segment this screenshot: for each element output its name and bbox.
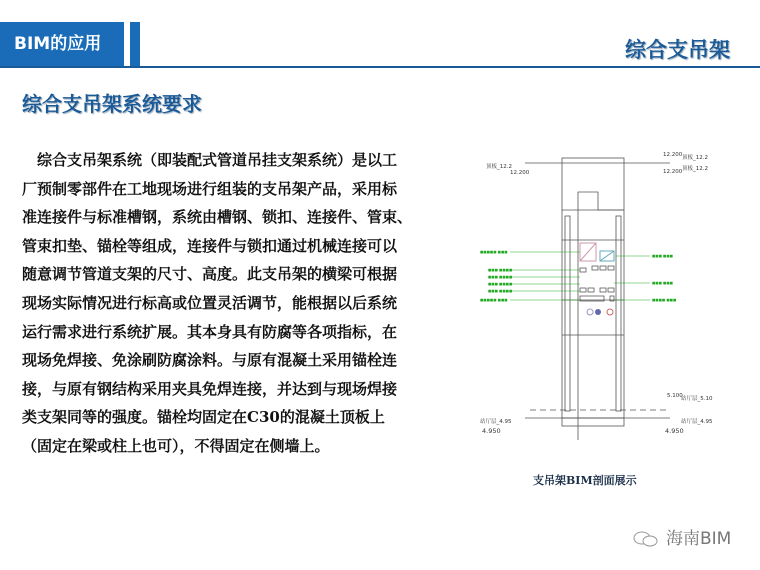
label-top-right-2: 顶板_12.2 — [682, 166, 708, 172]
watermark — [632, 524, 731, 549]
body-line: 管束扣垫、锚栓等组成，连接件与锁扣通过机械连接可以 — [22, 236, 398, 255]
section-tag: BIM的应用 — [0, 22, 124, 66]
section-subtitle: 综合支吊架系统要求 — [22, 92, 202, 116]
elev-top-right: 12.200 — [663, 152, 683, 158]
svg-text:■■■ ■■■: ■■■ ■■■ — [652, 254, 673, 258]
body-text — [22, 146, 462, 461]
tag-accent-bar — [130, 22, 140, 66]
svg-text:■■■ ■■■■: ■■■ ■■■■ — [488, 282, 513, 286]
svg-text:■■■ ■■■■: ■■■ ■■■■ — [488, 275, 513, 279]
body-line: 接，与原有钢结构采用夹具免焊连接，并达到与现场焊接 — [22, 379, 398, 398]
label-bottom-right-2: 站厅层_4.95 — [681, 419, 713, 425]
elev-bottom-left: 4.950 — [482, 427, 501, 435]
drawing-caption: 支吊架BIM剖面展示 — [533, 474, 637, 487]
header-divider — [0, 66, 760, 68]
body-line: 随意调节管道支架的尺寸、高度。此支吊架的横梁可根据 — [22, 265, 398, 284]
svg-text:■■■■■ ■■■: ■■■■■ ■■■ — [480, 250, 508, 254]
section-drawing — [470, 140, 730, 450]
svg-text:■■■■■ ■■■: ■■■■■ ■■■ — [480, 298, 508, 302]
svg-text:■■■ ■■■■: ■■■ ■■■■ — [488, 289, 513, 293]
elev-bottom-right: 5.100 — [667, 393, 683, 399]
watermark-text: 海南BIM — [666, 529, 732, 549]
header-title: 综合支吊架 — [625, 38, 730, 62]
svg-text:■■■ ■■■: ■■■ ■■■ — [652, 281, 673, 285]
body-line: 运行需求进行系统扩展。其本身具有防腐等各项指标，在 — [22, 322, 398, 341]
body-line: 现场免焊接、免涂刷防腐涂料。与原有混凝土采用锚栓连 — [22, 351, 398, 370]
svg-text:■■■■ ■■■: ■■■■ ■■■ — [652, 298, 677, 302]
body-line: 厂预制零部件在工地现场进行组装的支吊架产品，采用标 — [22, 179, 398, 198]
label-top-right: 顶板_12.2 — [682, 155, 708, 161]
label-bottom-right: 站厅层_5.10 — [681, 396, 713, 402]
wechat-icon — [632, 529, 660, 549]
elev-top-left: 12.200 — [510, 170, 530, 176]
body-line: （固定在梁或柱上也可），不得固定在侧墙上。 — [22, 436, 330, 455]
elev-bottom-right-2: 4.950 — [665, 427, 684, 435]
label-bottom-left: 站厅层_4.95 — [480, 419, 512, 425]
body-line: 类支架同等的强度。锚栓均固定在C30的混凝土顶板上 — [22, 408, 385, 427]
body-line: 综合支吊架系统（即装配式管道吊挂支架系统）是以工 — [22, 151, 398, 169]
svg-text:■■■ ■■■■: ■■■ ■■■■ — [488, 268, 513, 272]
label-top-left: 顶板_12.2 — [486, 164, 512, 170]
elev-top-right-2: 12.200 — [663, 169, 683, 175]
body-line: 现场实际情况进行标高或位置灵活调节，能根据以后系统 — [22, 293, 398, 312]
body-line: 准连接件与标准槽钢，系统由槽钢、锁扣、连接件、管束、 — [22, 208, 413, 227]
